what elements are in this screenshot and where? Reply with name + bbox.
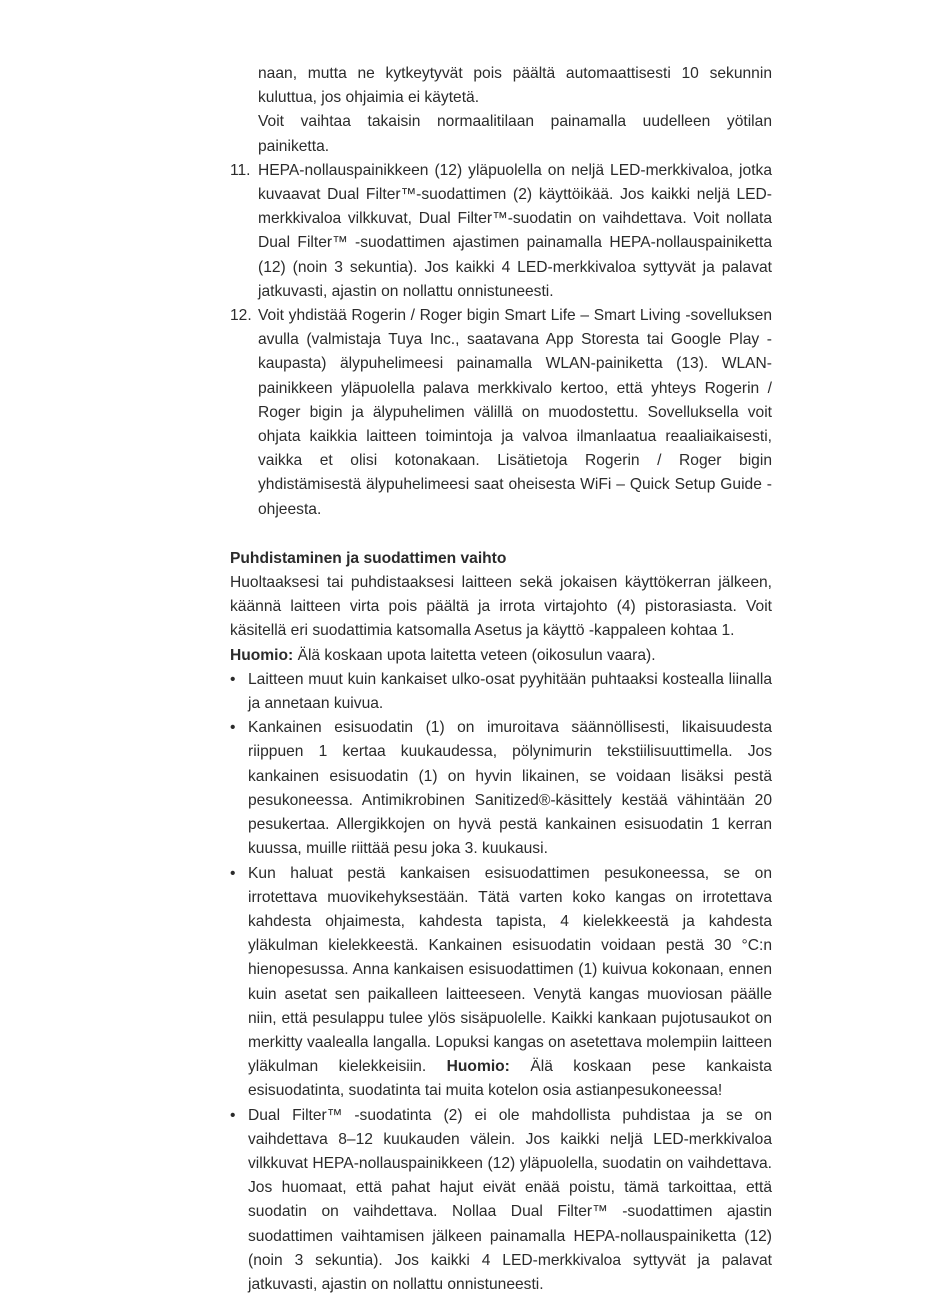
bullet-icon: • [230,670,236,688]
note-text: Älä koskaan upota laitetta veteen (oikosulun vaara). [293,646,656,664]
section-intro: Huoltaaksesi tai puhdistaaksesi laitteen sekä jokaisen käyttökerran jälkeen, käännä laitteen virta pois päältä ja irrota virtajohto (4) pistorasiasta. Voit käsitellä eri suodattimia katsomalla Asetus ja käyttö -kappaleen kohtaa 1. [230,574,772,640]
section-heading: Puhdistaminen ja suodattimen vaihto [230,549,507,567]
section-note [230,644,772,668]
list-item-text: Dual Filter™ -suodatinta (2) ei ole mahdollista puhdistaa ja se on vaihdettava 8–12 kuukauden välein. Jos kaikki neljä LED-merkkivaloa vilkkuvat HEPA-nollauspainikkeen (12) yläpuolella, suodatin on vaihdettava. Jos huomaat, että pahat hajut eivät enää poistu, tämä tarkoittaa, että suodatin on vaihdettava. Nollaa Dual Filter™ -suodattimen ajastin suodattimen vaihtamisen jälkeen painamalla HEPA-nollauspainiketta (12) (noin 3 sekuntia). Jos kaikki 4 LED-merkkivaloa syttyvät ja palavat jatkuvasti, ajastin on nollattu onnistuneesti. [248,1106,772,1293]
list-item [230,862,772,1104]
bullet-icon: • [230,864,236,882]
list-item-text: Kankainen esisuodatin (1) on imuroitava säännöllisesti, likaisuudesta riippuen 1 kertaa kuukaudessa, pölynimurin tekstiilisuuttimella. Jos kankainen esisuodatin (1) on hyvin likainen, se voidaan lisäksi pestä pesukoneessa. Antimikrobinen Sanitized®-käsittely kestää vähintään 20 pesukertaa. Allergikkojen on hyvä pestä kankainen esisuodatin 1 kerran kuussa, muille riittää pesu joka 3. kuukausi. [248,719,772,858]
note-label: Huomio: [230,646,294,664]
bullet-icon: • [230,1106,236,1124]
list-item [230,716,772,861]
list-item-text: Kun haluat pestä kankaisen esisuodattimen pesukoneessa, se on irrotettava muovikehyksestään. Tätä varten koko kangas on irrotettava kahdesta ohjaimesta, kahdesta tapista, 4 kielekkeestä ja kahdesta yläkulman kielekkeestä. Kankainen esisuodatin voidaan pestä 30 °C:n hienopesussa. Anna kankaisen esisuodattimen (1) kuivua kokonaan, ennen kuin asetat sen paikalleen laitteeseen. Venytä kangas muoviosan päälle niin, että pesulappu tulee ylös sisäpuolelle. Kaikki kankaan pujotusaukot on merkitty vaalealla langalla. Lopuksi kangas on asetettava molempiin laitteen yläkulman kielekkeisiin. [248,864,772,1076]
document-page [230,62,772,1297]
note-text: Älä koskaan pese kankaista esisuodatinta, suodatinta tai muita kotelon osia astianpesukoneessa! [248,1058,772,1100]
bullet-icon: • [230,719,236,737]
item-number: 12. [230,307,252,325]
list-item-text: Laitteen muut kuin kankaiset ulko-osat pyyhitään puhtaaksi kostealla liinalla ja annetaan kuivua. [248,670,772,713]
item-text: HEPA-nollauspainikkeen (12) yläpuolella on neljä LED-merkkivaloa, jotka kuvaavat Dual Filter™-suodattimen (2) käyttöikää. Jos kaikki neljä LED-merkkivaloa vilkkuvat, Dual Filter™-suodatin on vaihdettava. Voit nollata Dual Filter™ -suodattimen ajastimen painamalla HEPA-nollauspainiketta (12) (noin 3 sekuntia). Jos kaikki 4 LED-merkkivaloa syttyvät ja palavat jatkuvasti, ajastin on nollattu onnistuneesti. [258,161,772,300]
list-item [230,1104,772,1297]
numbered-item-11 [230,159,772,304]
intro-paragraph: naan, mutta ne kytkeytyvät pois päältä automaattisesti 10 sekunnin kuluttua, jos ohjaimia ei käytetä. [258,65,772,107]
note-label: Huomio: [446,1058,510,1076]
item-text: Voit yhdistää Rogerin / Roger bigin Smart Life – Smart Living -sovelluksen avulla (valmistaja Tuya Inc., saatavana App Storesta tai Google Play -kaupasta) älypuhelimeesi painamalla WLAN-painiketta (13). WLAN-painikkeen yläpuolella palava merkkivalo kertoo, että yhteys Rogerin / Roger bigin ja älypuhelimen välillä on muodostettu. Sovelluksella voit ohjata kaikkia laitteen toimintoja ja valvoa ilmanlaatua reaaliaikaisesti, vaikka et olisi kotonakaan. Lisätietoja Rogerin / Roger bigin yhdistämisestä älypuhelimeesi saat oheisesta WiFi – Quick Setup Guide -ohjeesta. [258,307,772,518]
numbered-item-12 [230,304,772,522]
list-item [230,668,772,716]
intro-paragraph-2: Voit vaihtaa takaisin normaalitilaan painamalla uudelleen yötilan painiketta. [258,113,772,155]
item-number: 11. [230,161,251,179]
